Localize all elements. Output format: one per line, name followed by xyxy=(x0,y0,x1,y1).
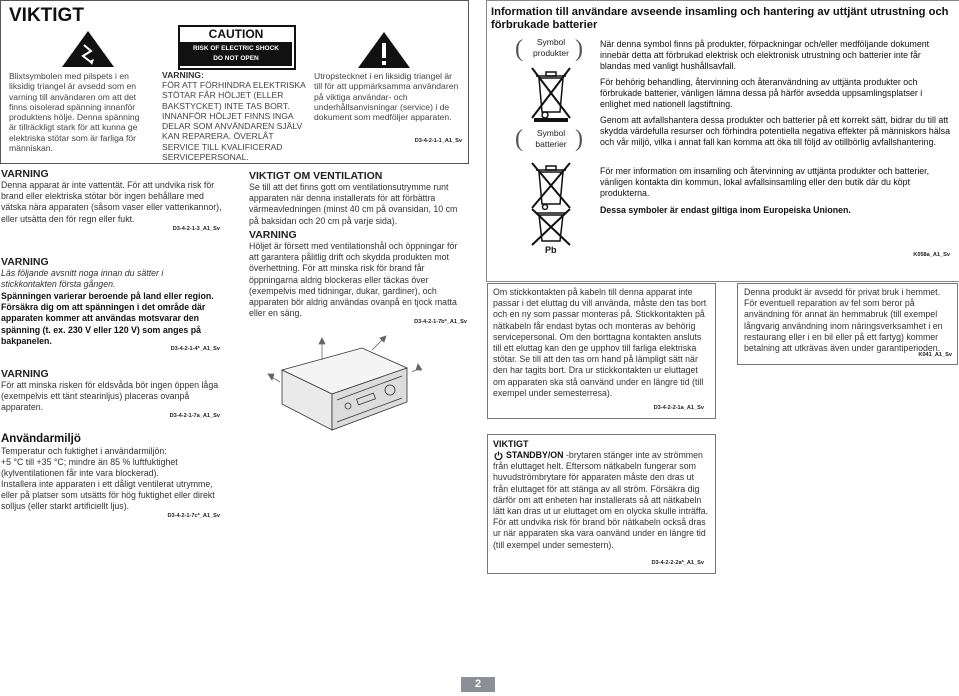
w2-italic: Läs följande avsnitt noga innan du sätter i stickkontakten första gången. xyxy=(1,268,164,290)
env-code: D3-4-2-1-7c*_A1_Sv xyxy=(167,513,220,519)
standby-text xyxy=(493,450,708,551)
info-p1: När denna symbol finns på produkter, förpackningar och/eller medföljande dokument innebär detta att förbrukad elektrisk och elektronisk utrustning och batterier inte får blandas med vanligt hushållsavfall. xyxy=(600,39,930,72)
env-text3: Installera inte apparaten i ett dåligt ventilerat utrymme, eller på platser som utsätts för hög fuktighet eller direkt solljus (eller starkt artificiellt ljus). xyxy=(1,479,215,512)
caution-title: CAUTION xyxy=(208,27,264,41)
mw-title: VARNING xyxy=(249,229,297,241)
crossed-bin-icon xyxy=(528,62,574,122)
lightning-warning-icon xyxy=(60,29,116,69)
plug-code: D3-4-2-2-1a_A1_Sv xyxy=(653,405,704,411)
lightning-text: Blixtsymbolen med pilspets i en liksidig triangel är avsedd som en varning till användaren om att det finns oisolerad spänning innanför produktens hölje. Denna spänning är tillräckligt stark för att kunna ge elektriska stötar som är farliga för människan. xyxy=(9,71,140,154)
crossed-bin-icon-2 xyxy=(528,160,574,210)
varning-caps-text: FÖR ATT FÖRHINDRA ELEKTRISKA STÖTAR FÅR HÖLJET (ELLER BAKSTYCKET) INTE TAS BORT. INNANFÖR HÖLJET FINNS INGA DELAR SOM ANVÄNDAREN SJÄLV KAN REPARERA. ÖVERLÅT SERVICE TILL KVALIFICERAD SERVICEPERSONAL. xyxy=(162,80,306,163)
varning-label: VARNING: xyxy=(162,70,204,80)
caution-sub2: DO NOT OPEN xyxy=(213,55,259,62)
receiver-illustration xyxy=(262,330,422,435)
mw-text: Höljet är försett med ventilationshål och öppningar för att garantera pålitlig drift och skydda produkten mot överhettning. För att minska risk för brand får öppningarna aldrig blockeras eller täckas över (exempelvis med tidningar, dukar, gardiner), och apparaten bör aldrig användas ovanpå en tjock matta eller en säng. xyxy=(249,241,458,319)
page-number: 2 xyxy=(474,678,482,690)
paren-r2: ) xyxy=(575,126,583,152)
viktigt-title: VIKTIGT xyxy=(9,5,84,26)
info-code: K058a_A1_Sv xyxy=(913,252,950,258)
plug-text: Om stickkontakten på kabeln till denna apparat inte passar i det eluttag du vill använda, måste den tas bort och en ny som passar monteras på. Stickkontakten på nätkabeln får endast bytas och monteras av behörig servicepersonal. Om den borttagna kontakten ansluts till ett eluttag kan den ge upphov till farliga elektriska stötar. Se till att den tas om hand på lämpligt sätt när den har tagits bort. Dra ur stickkontakten ur eluttaget om apparaten ska stå oanvänd under en längre tid (till exempel under semesterresa). xyxy=(493,287,707,398)
info-title: Information till användare avseende insamling och hantering av uttjänt utrustning och förbrukade batterier xyxy=(491,6,949,31)
exclamation-warning-icon xyxy=(356,30,412,70)
w1-text: Denna apparat är inte vattentät. För att undvika risk för brand eller elektriska stötar bör ingen behållare med vätska nära apparaten (såsom vaser eller vattenkannor), eller utsätta den för regn eller fukt. xyxy=(1,180,222,224)
info-p3: Genom att avfallshantera dessa produkter och batterier på ett korrekt sätt, bidrar du till att skydda värdefulla resurser och förhindra potentiella negativa effekter på människors hälsa och vår miljö, vilka i annat fall kan komma att öka till följd av otillbörlig avfallshantering. xyxy=(600,115,950,148)
crossed-bin-pb-icon xyxy=(528,207,574,247)
standby-code: D3-4-2-2-2a*_A1_Sv xyxy=(651,560,704,566)
mw-code: D3-4-2-1-7b*_A1_Sv xyxy=(414,319,467,325)
caution-sub1: RISK OF ELECTRIC SHOCK xyxy=(193,45,279,52)
env-title: Användarmiljö xyxy=(1,433,81,445)
env-text1: Temperatur och fuktighet i användarmiljön: xyxy=(1,446,167,456)
paren-l1: ( xyxy=(515,36,523,62)
standby-label: STANDBY/ON xyxy=(506,450,564,460)
viktigt-code: D3-4-2-1-1_A1_Sv xyxy=(414,138,462,144)
info-p5: Dessa symboler är endast giltiga inom Europeiska Unionen. xyxy=(600,205,851,215)
sym1-label2: produkter xyxy=(533,48,569,58)
standby-text-body: -brytaren stänger inte av strömmen från eluttaget helt. Eftersom nätkabeln fungerar som huvudströmbrytare för apparaten måste den dras ut från eluttaget för att stänga av all ström. Försäkra dig därför om att enheten har installerats så att nätkabeln lätt kan dras ut ur eluttaget om en olycka skulle inträffa. För att undvika risk för brand bör nätkabeln också dras ur när apparaten ska vara oanvänd under en längre tid (till exempel under semestern). xyxy=(493,450,708,550)
w3-code: D3-4-2-1-7a_A1_Sv xyxy=(169,413,220,419)
private-text: Denna produkt är avsedd för privat bruk i hemmet. För eventuell reparation av fel som beror på användning för annat än hemmabruk (till exempel långvarig användning inom näringsverksamhet i en restaurang eller i en bil eller på ett fartyg) kommer betalning att utkrävas även under garantiperioden. xyxy=(744,287,943,354)
vent-title: VIKTIGT OM VENTILATION xyxy=(249,170,383,182)
private-code: K041_A1_Sv xyxy=(918,352,952,358)
w2-bold: Spänningen varierar beroende på land eller region. Försäkra dig om att spänningen i det område där apparaten kommer att användas motsvarar den spänning (t. ex. 230 V eller 120 V) som anges på bakpanelen. xyxy=(1,291,214,346)
info-p2: För behörig behandling, återvinning och återanvändning av uttjänta produkter och förbrukade batterier, vänligen lämna dessa på härför avsedda uppsamlingsplatser i enlighet med nationell lagstiftning. xyxy=(600,77,923,110)
sym2-label1: Symbol xyxy=(536,128,566,138)
sym1-label1: Symbol xyxy=(536,37,566,47)
w1-title: VARNING xyxy=(1,168,49,180)
sym2-label2: batterier xyxy=(535,139,567,149)
exclamation-text: Utropstecknet i en liksidig triangel är till för att uppmärksamma användaren på viktiga användar- och underhållsanvisningar (service) i de dokument som medföljer apparaten. xyxy=(314,71,459,123)
paren-l2: ( xyxy=(515,126,523,152)
env-text2: +5 °C till +35 °C; mindre än 85 % luftfuktighet (kylventilationen får inte vara blockerad). xyxy=(1,457,178,479)
info-p4: För mer information om insamling och återvinning av uttjänta produkter och batterier, vänligen kontakta din kommun, lokal avfallsinsamling eller den butik där du köpt produkterna. xyxy=(600,166,930,199)
paren-r1: ) xyxy=(575,36,583,62)
vent-text: Se till att det finns gott om ventilationsutrymme runt apparaten när denna installerats för att förbättra värmeavledningen (minst 40 cm på ovansidan, 10 cm på baksidan och 20 cm på varje sida). xyxy=(249,182,458,226)
pb-label: Pb xyxy=(545,245,557,255)
standby-title: VIKTIGT xyxy=(493,439,529,449)
w3-text: För att minska risken för eldsvåda bör ingen öppen låga (exempelvis ett tänt stearinljus) placeras ovanpå apparaten. xyxy=(1,380,219,413)
w1-code: D3-4-2-1-3_A1_Sv xyxy=(172,226,220,232)
w2-code: D3-4-2-1-4*_A1_Sv xyxy=(170,346,220,352)
w2-title: VARNING xyxy=(1,256,49,268)
w3-title: VARNING xyxy=(1,368,49,380)
